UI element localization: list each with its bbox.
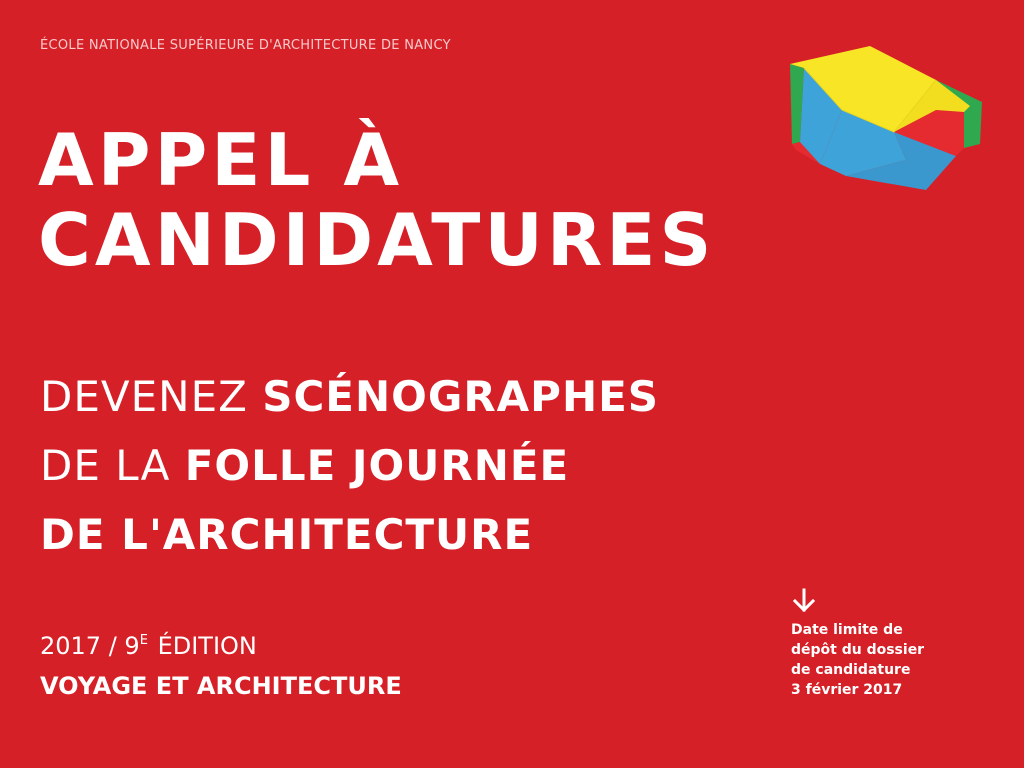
- subhead-line-1-bold: SCÉNOGRAPHES: [262, 372, 660, 421]
- edition-theme: VOYAGE ET ARCHITECTURE: [40, 672, 402, 700]
- edition-year: 2017 / 9: [40, 632, 140, 660]
- deadline-line-2: dépôt du dossier: [791, 642, 925, 658]
- subhead-line-3: [40, 500, 659, 569]
- edition-word: ÉDITION: [157, 632, 257, 660]
- subhead: [40, 362, 659, 569]
- subhead-line-1: [40, 362, 659, 431]
- edition-label: [40, 632, 257, 660]
- deadline-date: 3 février 2017: [791, 682, 903, 698]
- subhead-line-2: [40, 431, 659, 500]
- subhead-line-2-light: DE LA: [40, 441, 171, 490]
- edition-superscript: E: [139, 633, 148, 648]
- arrow-down-icon: [792, 588, 816, 614]
- headline: [38, 120, 715, 280]
- deadline-notice: [791, 620, 924, 700]
- deadline-line-3: de candidature: [791, 662, 911, 678]
- school-name: ÉCOLE NATIONALE SUPÉRIEURE D'ARCHITECTURE DE NANCY: [40, 38, 451, 53]
- deadline-line-1: Date limite de: [791, 622, 903, 638]
- subhead-line-3-bold: DE L'ARCHITECTURE: [40, 510, 534, 559]
- subhead-line-1-light: DEVENEZ: [40, 372, 248, 421]
- subhead-line-2-bold: FOLLE JOURNÉE: [184, 441, 570, 490]
- headline-line-2: CANDIDATURES: [38, 198, 716, 282]
- polyhedron-logo: [786, 40, 992, 200]
- headline-line-1: APPEL À: [38, 118, 404, 202]
